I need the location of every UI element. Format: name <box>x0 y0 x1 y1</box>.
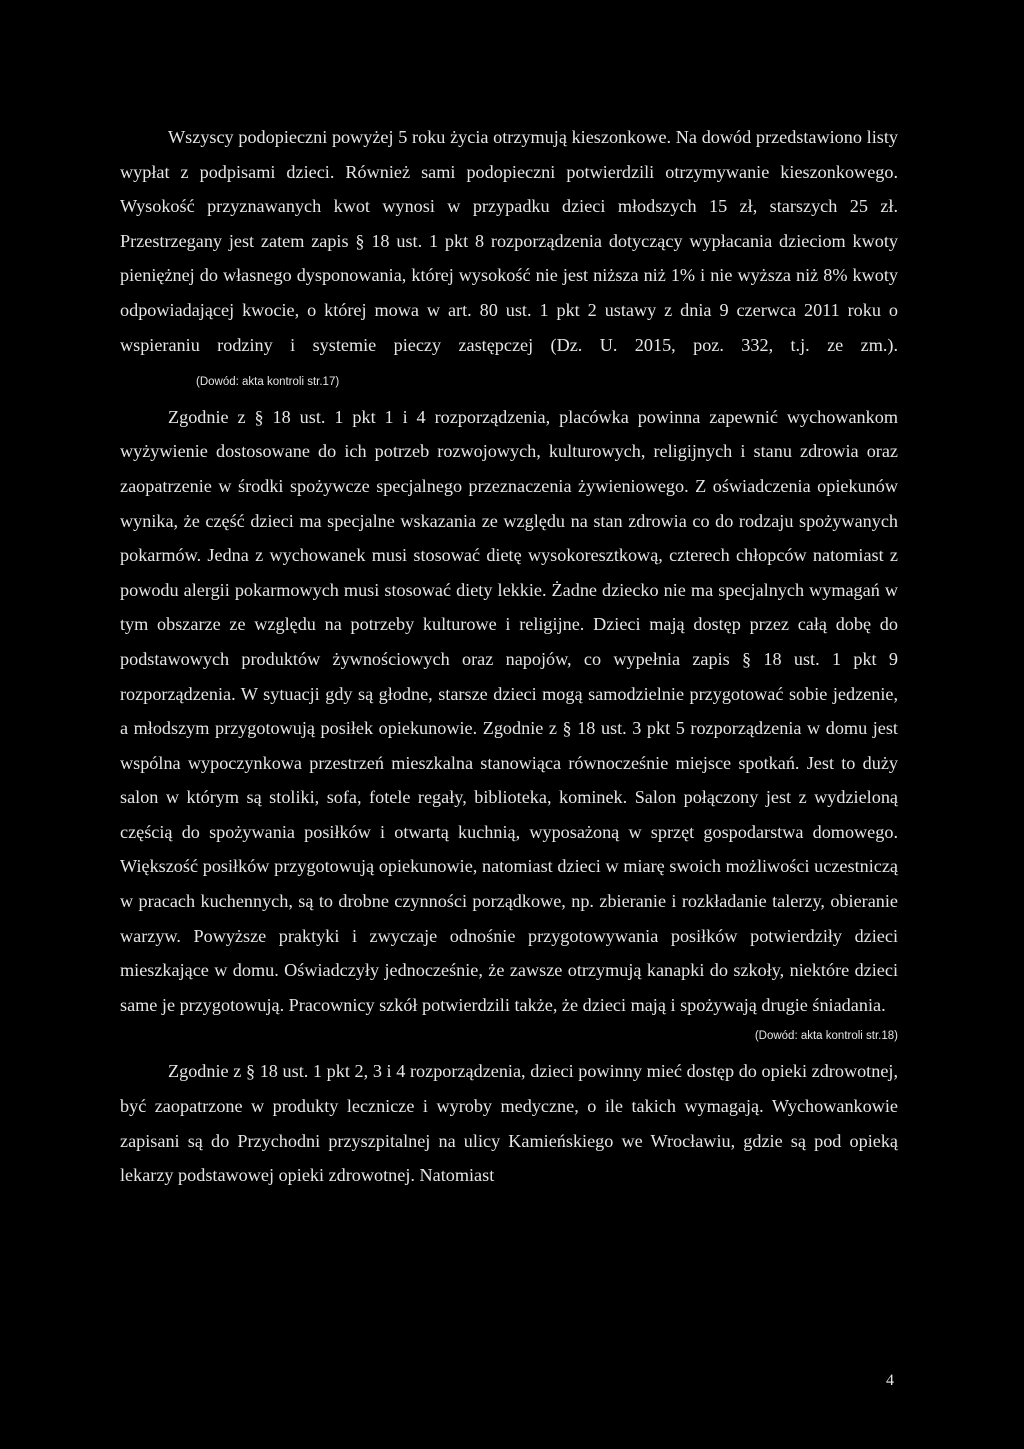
document-page <box>120 120 898 1193</box>
paragraph-pocket-money <box>120 120 898 400</box>
paragraph-healthcare-text: Zgodnie z § 18 ust. 1 pkt 2, 3 i 4 rozporządzenia, dzieci powinny mieć dostęp do opieki zdrowotnej, być zaopatrzone w produkty lecznicze i wyroby medyczne, o ile takich wymagają. Wychowankowie zapisani są do Przychodni przyszpitalnej na ulicy Kamieńskiego we Wrocławiu, gdzie są pod opieką lekarzy podstawowej opieki zdrowotnej. Natomiast <box>120 1061 898 1186</box>
evidence-note: (Dowód: akta kontroli str.18) <box>754 1030 898 1043</box>
page-number: 4 <box>886 1372 894 1389</box>
paragraph-nutrition-text: Zgodnie z § 18 ust. 1 pkt 1 i 4 rozporządzenia, placówka powinna zapewnić wychowankom wyżywienie dostosowane do ich potrzeb rozwojowych, kulturowych, religijnych i stanu zdrowia oraz zaopatrzenie w środki spożywcze specjalnego przeznaczenia żywieniowego. Z oświadczenia opiekunów wynika, że część dzieci ma specjalne wskazania ze względu na stan zdrowia co do rodzaju spożywanych pokarmów. Jedna z wychowanek musi stosować dietę wysokoresztkową, czterech chłopców natomiast z powodu alergii pokarmowych musi stosować diety lekkie. Żadne dziecko nie ma specjalnych wymagań w tym obszarze ze względu na potrzeby kulturowe i religijne. Dzieci mają dostęp przez całą dobę do podstawowych produktów żywnościowych oraz napojów, co wypełnia zapis § 18 ust. 1 pkt 9 rozporządzenia. W sytuacji gdy są głodne, starsze dzieci mogą samodzielnie przygotować sobie jedzenie, a młodszym przygotowują posiłek opiekunowie. Zgodnie z § 18 ust. 3 pkt 5 rozporządzenia w domu jest wspólna wypoczynkowa przestrzeń mieszkalna stanowiąca równocześnie miejsce spotkań. Jest to duży salon w którym są stoliki, sofa, fotele regały, biblioteka, kominek. Salon połączony jest z wydzieloną częścią do spożywania posiłków i otwartą kuchnią, wyposażoną w sprzęt gospodarstwa domowego. Większość posiłków przygotowują opiekunowie, natomiast dzieci w miarę swoich możliwości uczestniczą w pracach kuchennych, są to drobne czynności porządkowe, np. zbieranie i rozkładanie talerzy, obieranie warzyw. Powyższe praktyki i zwyczaje odnośnie przygotowywania posiłków potwierdziły dzieci mieszkające w domu. Oświadczyły jednocześnie, że zawsze otrzymują kanapki do szkoły, niektóre dzieci same je przygotowują. Pracownicy szkół potwierdzili także, że dzieci mają i spożywają drugie śniadania. <box>120 406 898 1015</box>
paragraph-pocket-money-text: Wszyscy podopieczni powyżej 5 roku życia otrzymują kieszonkowe. Na dowód przedstawiono listy wypłat z podpisami dzieci. Również sami podopieczni potwierdzili otrzymywanie kieszonkowego. Wysokość przyznawanych kwot wynosi w przypadku dzieci młodszych 15 zł, starszych 25 zł. Przestrzegany jest zatem zapis § 18 ust. 1 pkt 8 rozporządzenia dotyczący wypłacania dzieciom kwoty pieniężnej do własnego dysponowania, której wysokość nie jest niższa niż 1% i nie wyższa niż 8% kwoty odpowiadającej kwocie, o której mowa w art. 80 ust. 1 pkt 2 ustawy z dnia 9 czerwca 2011 roku o wspieraniu rodziny i systemie pieczy zastępczej (Dz. U. 2015, poz. 332, t.j. ze zm.). <box>120 127 898 355</box>
paragraph-healthcare <box>120 1054 898 1192</box>
evidence-note: (Dowód: akta kontroli str.17) <box>196 376 340 389</box>
paragraph-nutrition <box>120 400 898 1023</box>
